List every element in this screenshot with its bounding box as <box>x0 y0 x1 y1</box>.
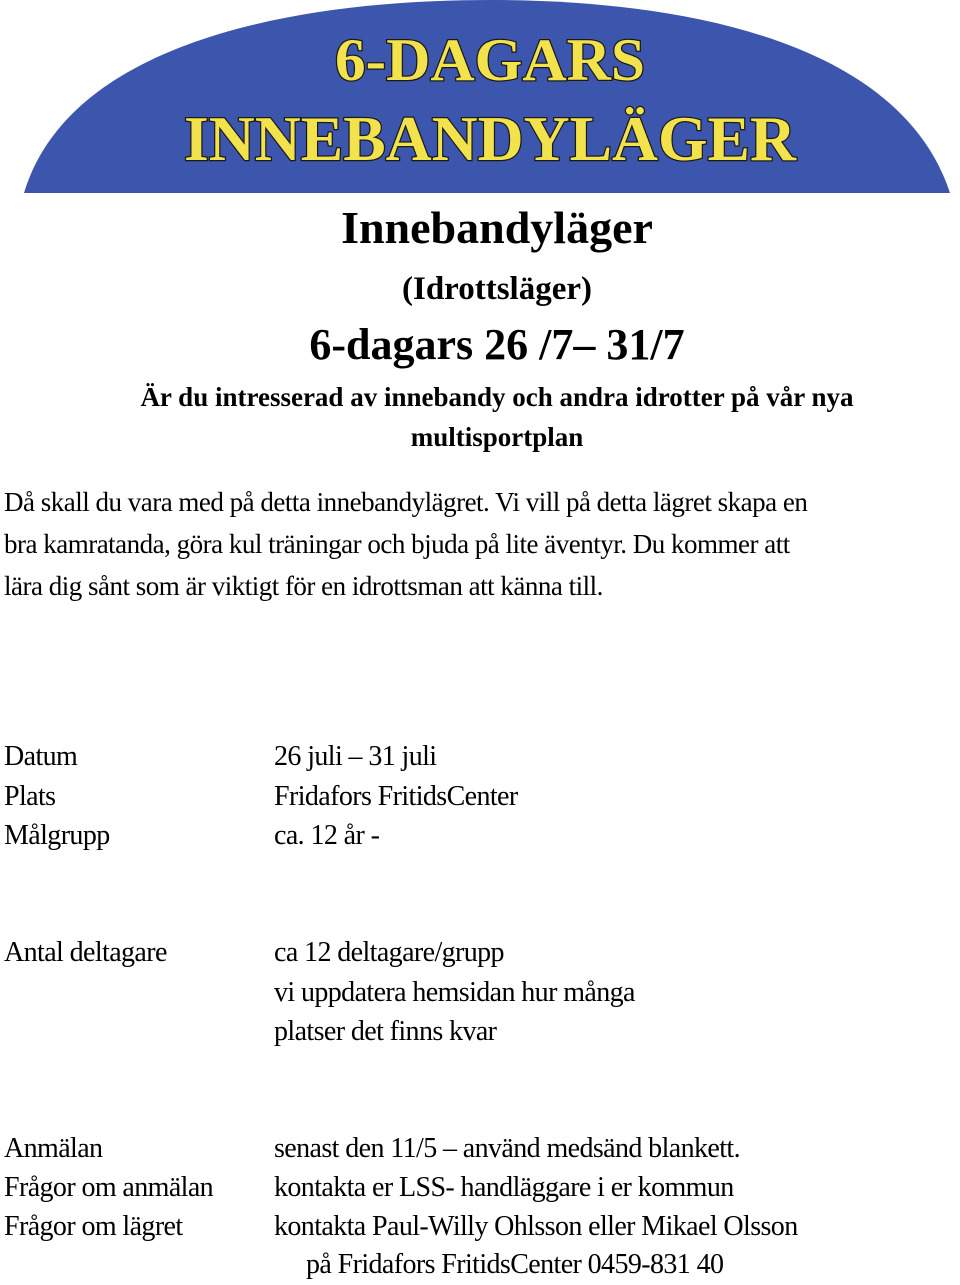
datum-value: 26 juli – 31 juli <box>274 741 437 772</box>
banner-line2: INNEBANDYLÄGER <box>184 103 797 174</box>
page-subtitle: (Idrottsläger) <box>401 271 592 307</box>
datum-label: Datum <box>4 741 78 772</box>
plats-label: Plats <box>4 781 56 812</box>
malgrupp-value: ca. 12 år - <box>274 820 380 851</box>
intro-question-line2: multisportplan <box>410 422 584 452</box>
intro-line3: lära dig sånt som är viktigt för en idrottsman att känna till. <box>4 571 603 601</box>
intro-question-line1: Är du intresserad av innebandy och andra idrotter på vår nya <box>140 382 854 412</box>
fragor-anmalan-label: Frågor om anmälan <box>4 1172 214 1203</box>
fragor-anmalan-value: kontakta er LSS- handläggare i er kommun <box>274 1172 734 1203</box>
banner-line1: 6-DAGARS <box>335 27 645 93</box>
participants-value-line1: ca 12 deltagare/grupp <box>274 937 504 968</box>
participants-value-line2: vi uppdatera hemsidan hur många <box>274 977 635 1008</box>
anmalan-label: Anmälan <box>4 1133 103 1164</box>
dates-heading: 6-dagars 26 /7– 31/7 <box>309 320 685 369</box>
contact-phone-line: på Fridafors FritidsCenter 0459-831 40 <box>306 1249 724 1280</box>
malgrupp-label: Målgrupp <box>4 820 110 851</box>
participants-value-line3: platser det finns kvar <box>274 1016 497 1047</box>
anmalan-value: senast den 11/5 – använd medsänd blankett. <box>274 1133 740 1164</box>
intro-line2: bra kamratanda, göra kul träningar och bjuda på lite äventyr. Du kommer att <box>4 529 790 559</box>
page-title: Innebandyläger <box>341 202 653 253</box>
participants-label: Antal deltagare <box>4 937 167 968</box>
plats-value: Fridafors FritidsCenter <box>274 781 518 812</box>
intro-question <box>17 377 960 457</box>
intro-paragraph <box>4 481 960 607</box>
camp-banner-logo <box>0 0 960 200</box>
fragor-lagret-value: kontakta Paul-Willy Ohlsson eller Mikael Olsson <box>274 1211 798 1242</box>
intro-line1: Då skall du vara med på detta innebandylägret. Vi vill på detta lägret skapa en <box>4 487 808 517</box>
fragor-lagret-label: Frågor om lägret <box>4 1211 183 1242</box>
